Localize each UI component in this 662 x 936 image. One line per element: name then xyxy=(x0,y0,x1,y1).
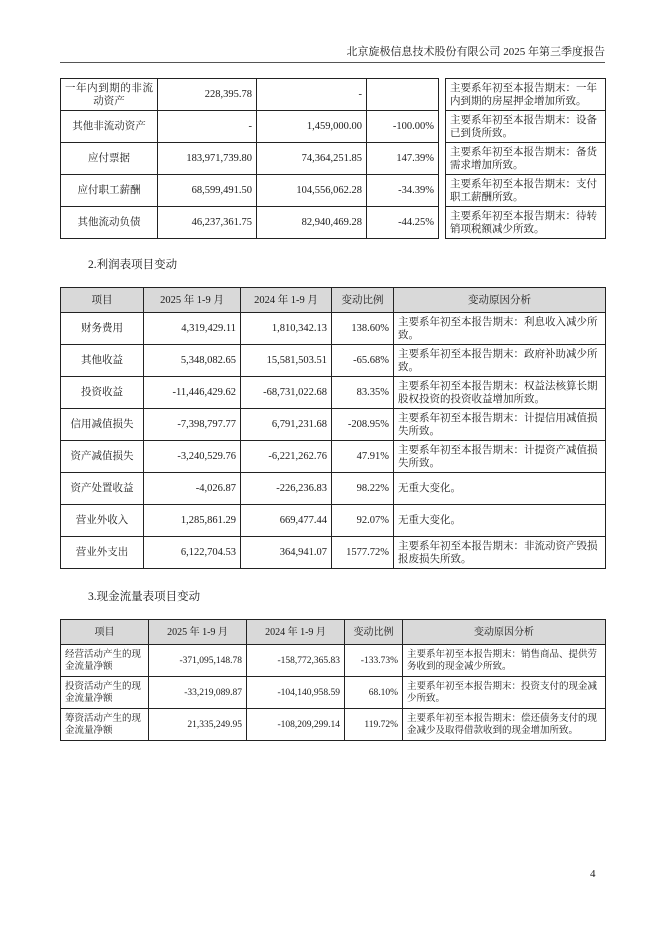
prior-value-cell: 6,791,231.68 xyxy=(241,409,332,441)
item-cell: 资产处置收益 xyxy=(61,473,144,505)
reason-cell: 主要系年初至本报告期末：非流动资产毁损报废损失所致。 xyxy=(394,537,606,569)
column-header: 2025 年 1-9 月 xyxy=(144,288,241,313)
prior-value-cell: 82,940,469.28 xyxy=(257,207,367,239)
column-header: 2024 年 1-9 月 xyxy=(247,620,345,645)
current-value-cell: 1,285,861.29 xyxy=(144,505,241,537)
current-value-cell: 21,335,249.95 xyxy=(149,709,247,741)
prior-value-cell: 15,581,503.51 xyxy=(241,345,332,377)
prior-value-cell: -68,731,022.68 xyxy=(241,377,332,409)
prior-value-cell: 669,477.44 xyxy=(241,505,332,537)
current-value-cell: -7,398,797.77 xyxy=(144,409,241,441)
change-ratio-cell: 83.35% xyxy=(332,377,394,409)
reason-cell: 主要系年初至本报告期末：待转销项税额减少所致。 xyxy=(446,207,606,239)
item-cell: 其他流动负债 xyxy=(61,207,158,239)
table-row xyxy=(61,79,606,111)
reason-cell: 主要系年初至本报告期末：支付职工薪酬所致。 xyxy=(446,175,606,207)
reason-cell: 无重大变化。 xyxy=(394,473,606,505)
current-value-cell: -11,446,429.62 xyxy=(144,377,241,409)
current-value-cell: 46,237,361.75 xyxy=(158,207,257,239)
table-row xyxy=(61,709,606,741)
change-ratio-cell: -44.25% xyxy=(367,207,439,239)
item-cell: 投资收益 xyxy=(61,377,144,409)
column-header: 2024 年 1-9 月 xyxy=(241,288,332,313)
change-ratio-cell: -65.68% xyxy=(332,345,394,377)
table-row xyxy=(61,645,606,677)
report-header: 北京旋极信息技术股份有限公司 2025 年第三季度报告 xyxy=(60,44,605,63)
item-cell: 投资活动产生的现金流量净额 xyxy=(61,677,149,709)
reason-cell: 主要系年初至本报告期末：权益法核算长期股权投资的投资收益增加所致。 xyxy=(394,377,606,409)
reason-cell: 主要系年初至本报告期末：计提资产减值损失所致。 xyxy=(394,441,606,473)
prior-value-cell: 1,810,342.13 xyxy=(241,313,332,345)
item-cell: 其他非流动资产 xyxy=(61,111,158,143)
item-cell: 经营活动产生的现金流量净额 xyxy=(61,645,149,677)
prior-value-cell: -108,209,299.14 xyxy=(247,709,345,741)
item-cell: 应付票据 xyxy=(61,143,158,175)
current-value-cell: 5,348,082.65 xyxy=(144,345,241,377)
change-ratio-cell: -34.39% xyxy=(367,175,439,207)
current-value-cell: 6,122,704.53 xyxy=(144,537,241,569)
spacer-cell xyxy=(439,79,446,111)
change-ratio-cell: 68.10% xyxy=(345,677,403,709)
change-ratio-cell: 147.39% xyxy=(367,143,439,175)
table-row xyxy=(61,677,606,709)
prior-value-cell: 74,364,251.85 xyxy=(257,143,367,175)
item-cell: 营业外支出 xyxy=(61,537,144,569)
table-row xyxy=(61,313,606,345)
change-ratio-cell: 138.60% xyxy=(332,313,394,345)
table-row xyxy=(61,345,606,377)
change-ratio-cell: -208.95% xyxy=(332,409,394,441)
current-value-cell: 4,319,429.11 xyxy=(144,313,241,345)
table-row xyxy=(61,175,606,207)
reason-cell: 主要系年初至本报告期末：销售商品、提供劳务收到的现金减少所致。 xyxy=(403,645,606,677)
change-ratio-cell: 47.91% xyxy=(332,441,394,473)
change-ratio-cell: -100.00% xyxy=(367,111,439,143)
prior-value-cell: -226,236.83 xyxy=(241,473,332,505)
change-ratio-cell: 98.22% xyxy=(332,473,394,505)
reason-cell: 主要系年初至本报告期末：一年内到期的房屋押金增加所致。 xyxy=(446,79,606,111)
column-header: 项目 xyxy=(61,620,149,645)
current-value-cell: - xyxy=(158,111,257,143)
column-header: 变动原因分析 xyxy=(394,288,606,313)
current-value-cell: -4,026.87 xyxy=(144,473,241,505)
item-cell: 财务费用 xyxy=(61,313,144,345)
table-row xyxy=(61,111,606,143)
spacer-cell xyxy=(439,111,446,143)
reason-cell: 主要系年初至本报告期末：偿还债务支付的现金减少及取得借款收到的现金增加所致。 xyxy=(403,709,606,741)
prior-value-cell: -158,772,365.83 xyxy=(247,645,345,677)
table-row xyxy=(61,537,606,569)
item-cell: 其他收益 xyxy=(61,345,144,377)
prior-value-cell: 1,459,000.00 xyxy=(257,111,367,143)
reason-cell: 无重大变化。 xyxy=(394,505,606,537)
page-number: 4 xyxy=(590,868,596,880)
change-ratio-cell: -133.73% xyxy=(345,645,403,677)
change-ratio-cell: 1577.72% xyxy=(332,537,394,569)
current-value-cell: 183,971,739.80 xyxy=(158,143,257,175)
current-value-cell: -3,240,529.76 xyxy=(144,441,241,473)
column-header: 项目 xyxy=(61,288,144,313)
income-statement-table xyxy=(60,287,606,569)
reason-cell: 主要系年初至本报告期末：利息收入减少所致。 xyxy=(394,313,606,345)
change-ratio-cell: 92.07% xyxy=(332,505,394,537)
table-row xyxy=(61,143,606,175)
section-title-cashflow: 3.现金流量表项目变动 xyxy=(88,591,201,603)
change-ratio-cell: 119.72% xyxy=(345,709,403,741)
spacer-cell xyxy=(439,175,446,207)
table-row xyxy=(61,505,606,537)
column-header: 变动原因分析 xyxy=(403,620,606,645)
balance-sheet-table xyxy=(60,78,606,239)
item-cell: 一年内到期的非流动资产 xyxy=(61,79,158,111)
item-cell: 资产减值损失 xyxy=(61,441,144,473)
table-row xyxy=(61,409,606,441)
table-row xyxy=(61,473,606,505)
current-value-cell: -33,219,089.87 xyxy=(149,677,247,709)
table-row xyxy=(61,441,606,473)
reason-cell: 主要系年初至本报告期末：计提信用减值损失所致。 xyxy=(394,409,606,441)
column-header: 2025 年 1-9 月 xyxy=(149,620,247,645)
reason-cell: 主要系年初至本报告期末：政府补助减少所致。 xyxy=(394,345,606,377)
prior-value-cell: 104,556,062.28 xyxy=(257,175,367,207)
item-cell: 筹资活动产生的现金流量净额 xyxy=(61,709,149,741)
reason-cell: 主要系年初至本报告期末：设备已到货所致。 xyxy=(446,111,606,143)
spacer-cell xyxy=(439,207,446,239)
prior-value-cell: - xyxy=(257,79,367,111)
reason-cell: 主要系年初至本报告期末：投资支付的现金减少所致。 xyxy=(403,677,606,709)
reason-cell: 主要系年初至本报告期末：备货需求增加所致。 xyxy=(446,143,606,175)
current-value-cell: 228,395.78 xyxy=(158,79,257,111)
column-header: 变动比例 xyxy=(345,620,403,645)
item-cell: 应付职工薪酬 xyxy=(61,175,158,207)
table-row xyxy=(61,377,606,409)
change-ratio-cell xyxy=(367,79,439,111)
cash-flow-table xyxy=(60,619,606,741)
section-title-income: 2.利润表项目变动 xyxy=(88,259,178,271)
table-row xyxy=(61,207,606,239)
current-value-cell: 68,599,491.50 xyxy=(158,175,257,207)
item-cell: 营业外收入 xyxy=(61,505,144,537)
prior-value-cell: 364,941.07 xyxy=(241,537,332,569)
item-cell: 信用减值损失 xyxy=(61,409,144,441)
prior-value-cell: -6,221,262.76 xyxy=(241,441,332,473)
spacer-cell xyxy=(439,143,446,175)
column-header: 变动比例 xyxy=(332,288,394,313)
prior-value-cell: -104,140,958.59 xyxy=(247,677,345,709)
current-value-cell: -371,095,148.78 xyxy=(149,645,247,677)
